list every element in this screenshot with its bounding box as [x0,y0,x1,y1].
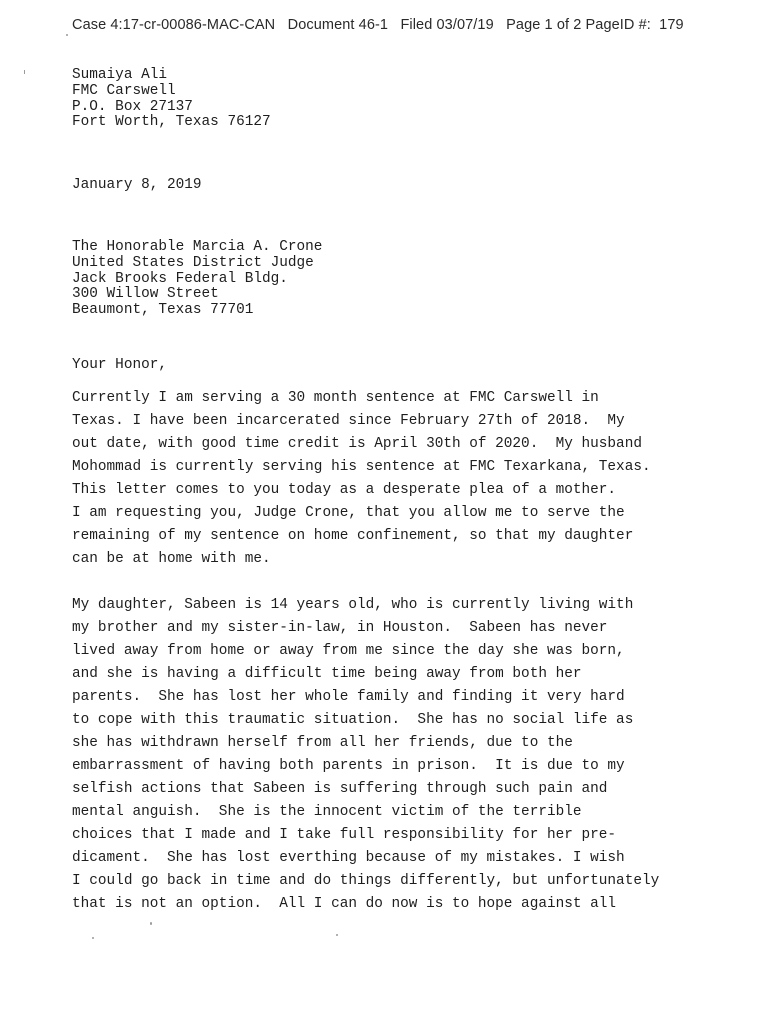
recipient-city: Beaumont, Texas 77701 [72,302,254,319]
sender-address [72,68,752,131]
recipient-street: 300 Willow Street [72,286,219,303]
paragraph-line: I am requesting you, Judge Crone, that you allow me to serve the [72,505,625,521]
paragraph-line: dicament. She has lost everthing because of my mistakes. I wish [72,850,625,866]
paragraph-line: embarrassment of having both parents in prison. It is due to my [72,758,625,774]
paragraph-line: that is not an option. All I can do now is to hope against all [72,896,617,912]
paragraph-line: choices that I made and I take full responsibility for her pre- [72,827,617,843]
paragraph-line: out date, with good time credit is April 30th of 2020. My husband [72,436,642,452]
scan-speck [92,937,94,939]
case-header: Case 4:17-cr-00086-MAC-CAN Document 46-1 Filed 03/07/19 Page 1 of 2 PageID #: 179 [72,17,684,33]
paragraph-line: she has withdrawn herself from all her friends, due to the [72,735,573,751]
paragraph-line: and she is having a difficult time being away from both her [72,666,582,682]
sender-institution: FMC Carswell [72,82,176,99]
date-text: January 8, 2019 [72,177,202,193]
scan-speck [66,34,68,36]
paragraph-line: my brother and my sister-in-law, in Houston. Sabeen has never [72,620,608,636]
paragraph-line: parents. She has lost her whole family and finding it very hard [72,689,625,705]
paragraph-line: My daughter, Sabeen is 14 years old, who is currently living with [72,597,634,613]
recipient-address [72,240,322,319]
paragraph-line: Mohommad is currently serving his sentence at FMC Texarkana, Texas. [72,459,651,475]
paragraph-line: selfish actions that Sabeen is suffering through such pain and [72,781,608,797]
paragraph-line: remaining of my sentence on home confinement, so that my daughter [72,528,634,544]
paragraph-1 [72,387,651,571]
scan-speck [24,70,25,74]
paragraph-line: Texas. I have been incarcerated since February 27th of 2018. My [72,413,625,429]
salutation-text: Your Honor, [72,357,167,373]
letter-date [72,178,202,194]
paragraph-line: to cope with this traumatic situation. She has no social life as [72,712,634,728]
recipient-name: The Honorable Marcia A. Crone [72,239,323,255]
sender-city: Fort Worth, Texas 76127 [72,114,271,131]
paragraph-line: This letter comes to you today as a desperate plea of a mother. [72,482,617,498]
paragraph-line: mental anguish. She is the innocent victim of the terrible [72,804,582,820]
paragraph-line: lived away from home or away from me since the day she was born, [72,643,625,659]
scan-speck [336,934,338,936]
paragraph-line: Currently I am serving a 30 month sentence at FMC Carswell in [72,390,599,406]
recipient-title: United States District Judge [72,254,314,271]
paragraph-line: can be at home with me. [72,551,271,567]
sender-name: Sumaiya Ali [72,67,167,83]
salutation [72,358,167,374]
sender-po-box: P.O. Box 27137 [72,98,193,115]
recipient-building: Jack Brooks Federal Bldg. [72,270,288,287]
paragraph-line: I could go back in time and do things differently, but unfortunately [72,873,660,889]
scan-speck [150,922,152,925]
paragraph-2 [72,594,659,916]
letter-body [72,67,752,912]
